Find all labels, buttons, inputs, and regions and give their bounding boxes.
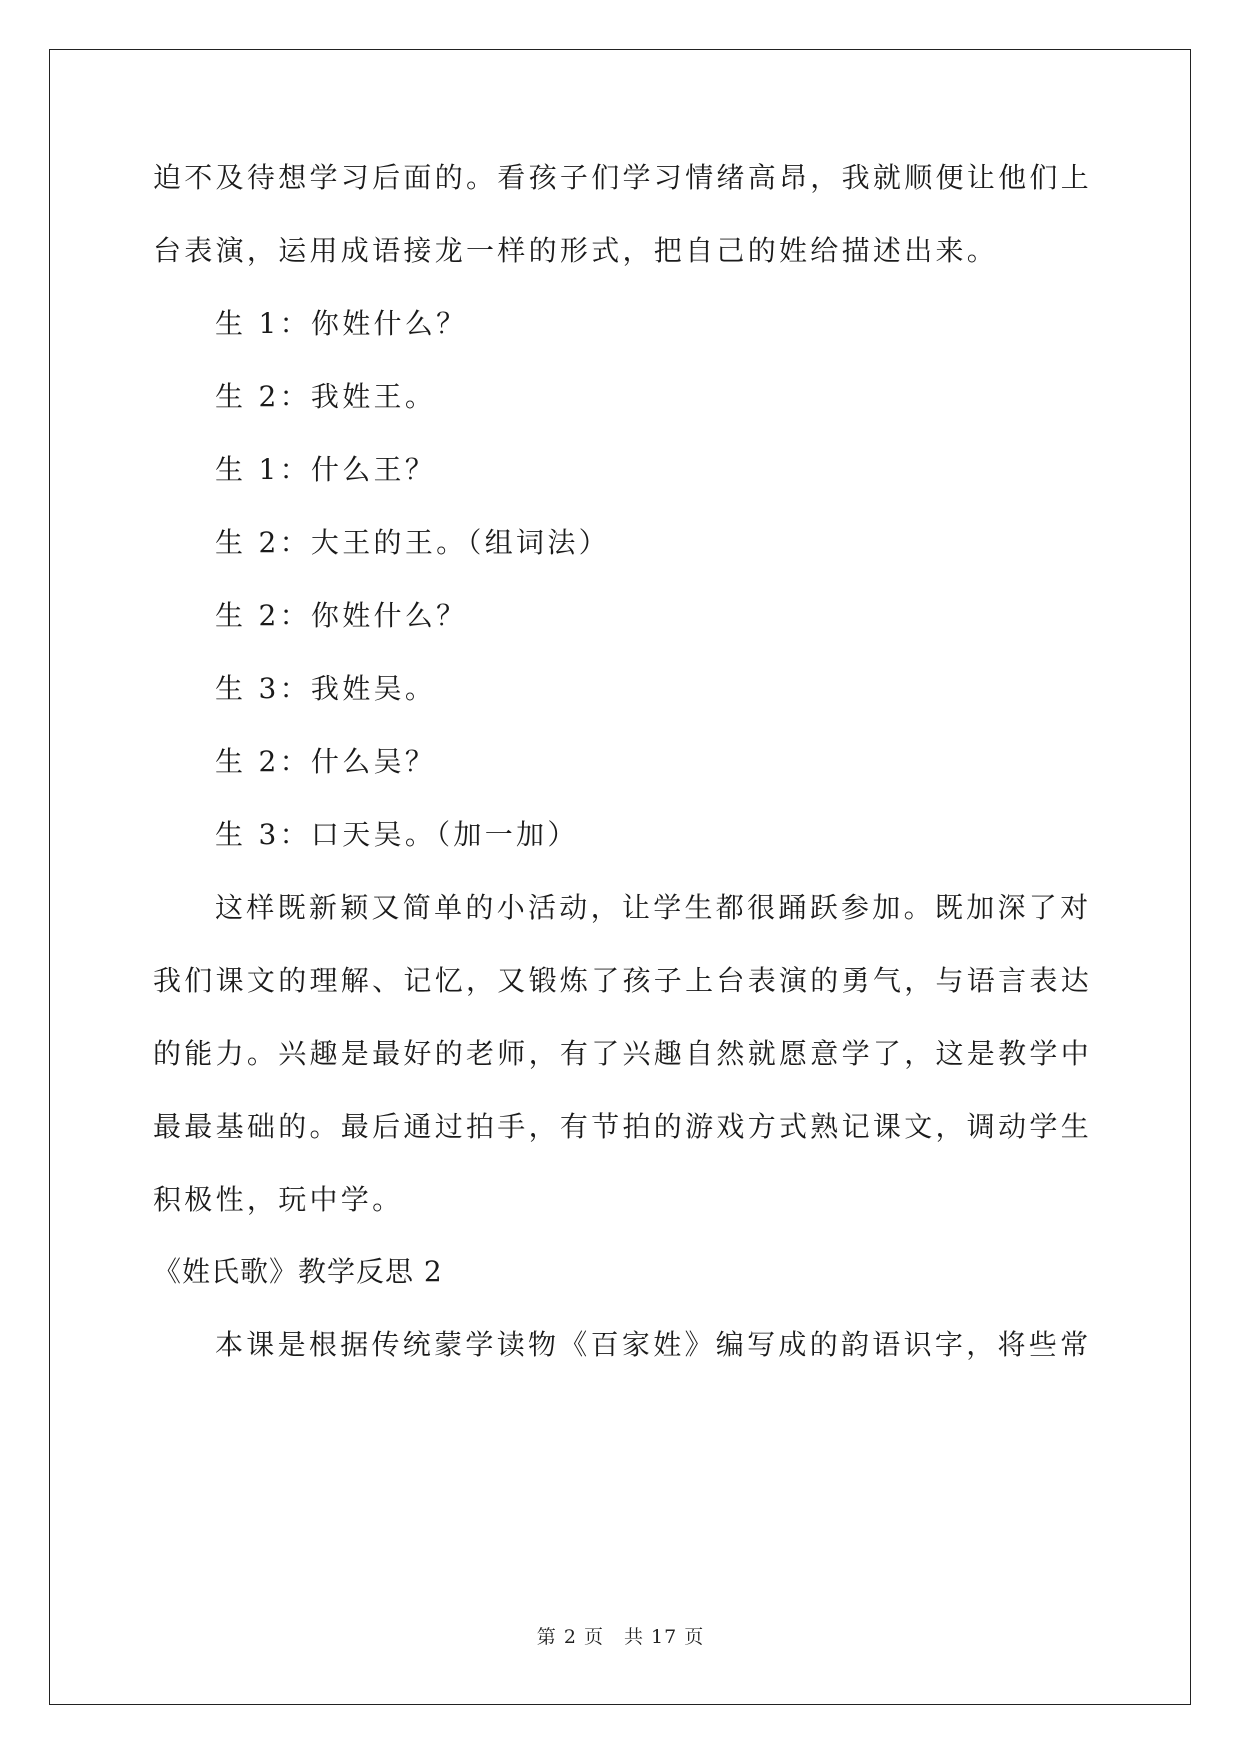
paragraph-line: 这样既新颖又简单的小活动，让学生都很踊跃参加。既加深了对	[215, 891, 1092, 924]
paragraph-line: 本课是根据传统蒙学读物《百家姓》编写成的韵语识字，将些常	[215, 1328, 1092, 1361]
dialogue-line: 生 3：口天吴。（加一加）	[215, 818, 579, 851]
section-heading: 《姓氏歌》教学反思 2	[153, 1255, 443, 1288]
page-border	[49, 49, 1191, 1705]
paragraph-line: 最最基础的。最后通过拍手，有节拍的游戏方式熟记课文，调动学生	[153, 1110, 1093, 1143]
paragraph-line: 我们课文的理解、记忆，又锻炼了孩子上台表演的勇气，与语言表达	[153, 964, 1093, 997]
dialogue-line: 生 2：我姓王。	[215, 380, 437, 413]
paragraph-line: 积极性，玩中学。	[153, 1183, 404, 1216]
paragraph-line: 的能力。兴趣是最好的老师，有了兴趣自然就愿意学了，这是教学中	[153, 1037, 1093, 1070]
dialogue-line: 生 2：什么吴？	[215, 745, 437, 778]
dialogue-line: 生 2：你姓什么？	[215, 599, 468, 632]
dialogue-line: 生 1：什么王？	[215, 453, 437, 486]
paragraph-line: 台表演，运用成语接龙一样的形式，把自己的姓给描述出来。	[153, 234, 999, 267]
page-footer: 第 2 页 共 17 页	[536, 1626, 705, 1648]
dialogue-line: 生 1：你姓什么？	[215, 307, 468, 340]
dialogue-line: 生 2：大王的王。（组词法）	[215, 526, 610, 559]
paragraph-line: 迫不及待想学习后面的。看孩子们学习情绪高昂，我就顺便让他们上	[153, 161, 1093, 194]
dialogue-line: 生 3：我姓吴。	[215, 672, 437, 705]
